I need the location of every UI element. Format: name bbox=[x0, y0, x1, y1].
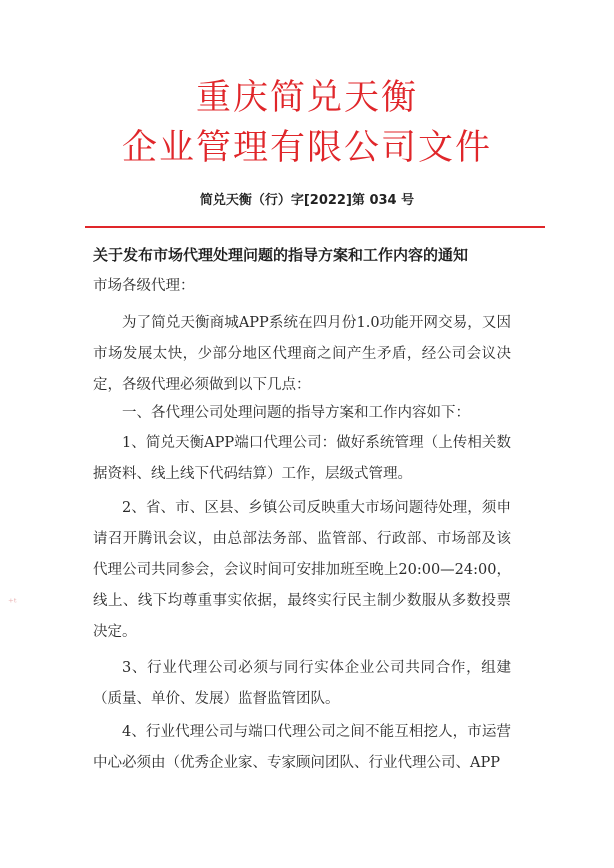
seal-bleed-mark: ⁺ᵗ bbox=[8, 596, 17, 609]
body-paragraph: 为了简兑天衡商城APP系统在四月份1.0功能开网交易，又因市场发展太快，少部分地区代理商之间产生矛盾，经公司会议决定，各级代理必须做到以下几点： bbox=[93, 315, 511, 393]
body-paragraph: 4、行业代理公司与端口代理公司之间不能互相挖人，市运营中心必须由（优秀企业家、专家顾问团队、行业代理公司、APP bbox=[93, 724, 511, 771]
document-subject: 关于发布市场代理处理问题的指导方案和工作内容的通知 bbox=[93, 246, 469, 264]
header-divider bbox=[85, 226, 545, 228]
body-paragraph: 2、省、市、区县、乡镇公司反映重大市场问题待处理，须申请召开腾讯会议，由总部法务部、监管部、行政部、市场部及该代理公司共同参会，会议时间可安排加班至晚上20:00—24:00，线上、线下均尊重事实依据，最终实行民主制少数服从多数投票决定。 bbox=[93, 500, 511, 640]
document-header-line-2: 企业管理有限公司文件 bbox=[121, 128, 492, 168]
document-number: 简兑天衡（行）字[2022]第 034 号 bbox=[199, 193, 415, 208]
body-paragraph: 1、简兑天衡APP端口代理公司：做好系统管理（上传相关数据资料、线上线下代码结算）工作，层级式管理。 bbox=[93, 435, 511, 482]
body-paragraph: 3、行业代理公司必须与同行实体企业公司共同合作，组建（质量、单价、发展）监督监管团队。 bbox=[93, 660, 511, 707]
body-paragraph: 一、各代理公司处理问题的指导方案和工作内容如下： bbox=[122, 405, 470, 421]
document-header-line-1: 重庆简兑天衡 bbox=[195, 78, 418, 118]
salutation: 市场各级代理： bbox=[93, 278, 195, 294]
